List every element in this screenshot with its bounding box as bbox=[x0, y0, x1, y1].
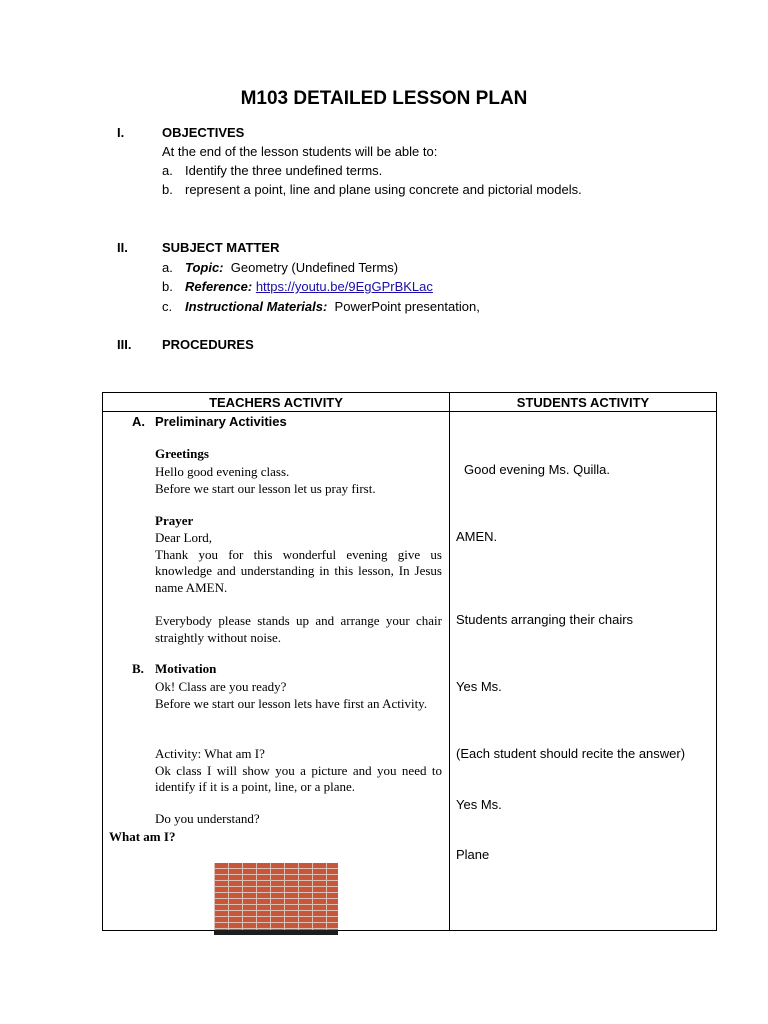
topic-label: a. bbox=[162, 260, 173, 275]
document-title: M103 DETAILED LESSON PLAN bbox=[240, 88, 528, 109]
arrange-chairs-text: Everybody please stands up and arrange your chair straightly without noise. bbox=[155, 613, 442, 645]
objective-item-label: b. bbox=[162, 182, 173, 197]
topic-key: Topic: bbox=[185, 260, 224, 275]
brick-wall-image bbox=[214, 863, 338, 935]
procedures-heading: PROCEDURES bbox=[162, 337, 254, 352]
prayer-text: Dear Lord, Thank you for this wonderful evening give us knowledge and understanding in this lesson, In Jesus name AMEN. bbox=[155, 530, 442, 595]
topic-value: Geometry (Undefined Terms) bbox=[230, 260, 399, 275]
materials-row bbox=[185, 299, 480, 314]
subject-matter-heading: SUBJECT MATTER bbox=[162, 240, 280, 255]
objective-item-label: a. bbox=[162, 163, 173, 178]
student-greeting-reply: Good evening Ms. Quilla. bbox=[464, 462, 610, 477]
objective-item-text: Identify the three undefined terms. bbox=[185, 163, 383, 178]
activity-text: Activity: What am I? Ok class I will show you a picture and you need to identify if it is a point, line, or a plane. bbox=[155, 746, 442, 795]
topic-row bbox=[185, 260, 398, 275]
student-yes: Yes Ms. bbox=[456, 797, 502, 812]
motivation-line: Before we start our lesson lets have first an Activity. bbox=[155, 696, 428, 711]
motivation-line: Ok! Class are you ready? bbox=[155, 679, 287, 694]
motivation-heading: Motivation bbox=[155, 661, 217, 676]
student-amen: AMEN. bbox=[456, 529, 498, 544]
reference-key: Reference: bbox=[185, 279, 253, 294]
preliminary-heading: Preliminary Activities bbox=[155, 414, 287, 429]
activities-table bbox=[102, 392, 717, 931]
student-column bbox=[450, 412, 717, 931]
subject-matter-number: II. bbox=[117, 240, 128, 255]
prayer-heading: Prayer bbox=[155, 513, 194, 528]
what-am-i-heading: What am I? bbox=[109, 829, 176, 844]
teacher-column bbox=[103, 412, 450, 931]
greetings-heading: Greetings bbox=[155, 446, 209, 461]
procedures-number: III. bbox=[117, 337, 132, 352]
students-activity-header: STUDENTS ACTIVITY bbox=[450, 393, 717, 412]
student-answer-plane: Plane bbox=[456, 847, 490, 862]
student-yes: Yes Ms. bbox=[456, 679, 502, 694]
materials-label: c. bbox=[162, 299, 173, 314]
teachers-activity-header: TEACHERS ACTIVITY bbox=[103, 393, 450, 412]
objectives-intro: At the end of the lesson students will be able to: bbox=[162, 144, 438, 159]
reference-label: b. bbox=[162, 279, 173, 294]
objective-item-text: represent a point, line and plane using concrete and pictorial models. bbox=[185, 182, 582, 197]
objectives-heading: OBJECTIVES bbox=[162, 125, 245, 140]
table-header-row bbox=[103, 393, 717, 412]
greetings-line: Hello good evening class. bbox=[155, 464, 290, 479]
materials-value: PowerPoint presentation, bbox=[334, 299, 480, 314]
student-recite: (Each student should recite the answer) bbox=[456, 746, 686, 761]
greetings-line: Before we start our lesson let us pray first. bbox=[155, 481, 376, 496]
objectives-number: I. bbox=[117, 125, 125, 140]
section-a-label: A. bbox=[132, 414, 145, 429]
section-b-label: B. bbox=[132, 661, 144, 676]
table-body-row bbox=[103, 412, 717, 931]
understand-question: Do you understand? bbox=[155, 811, 260, 826]
materials-key: Instructional Materials: bbox=[185, 299, 328, 314]
reference-row bbox=[185, 279, 433, 294]
student-arranging: Students arranging their chairs bbox=[456, 612, 634, 627]
reference-link[interactable]: https://youtu.be/9EgGPrBKLac bbox=[255, 279, 433, 294]
